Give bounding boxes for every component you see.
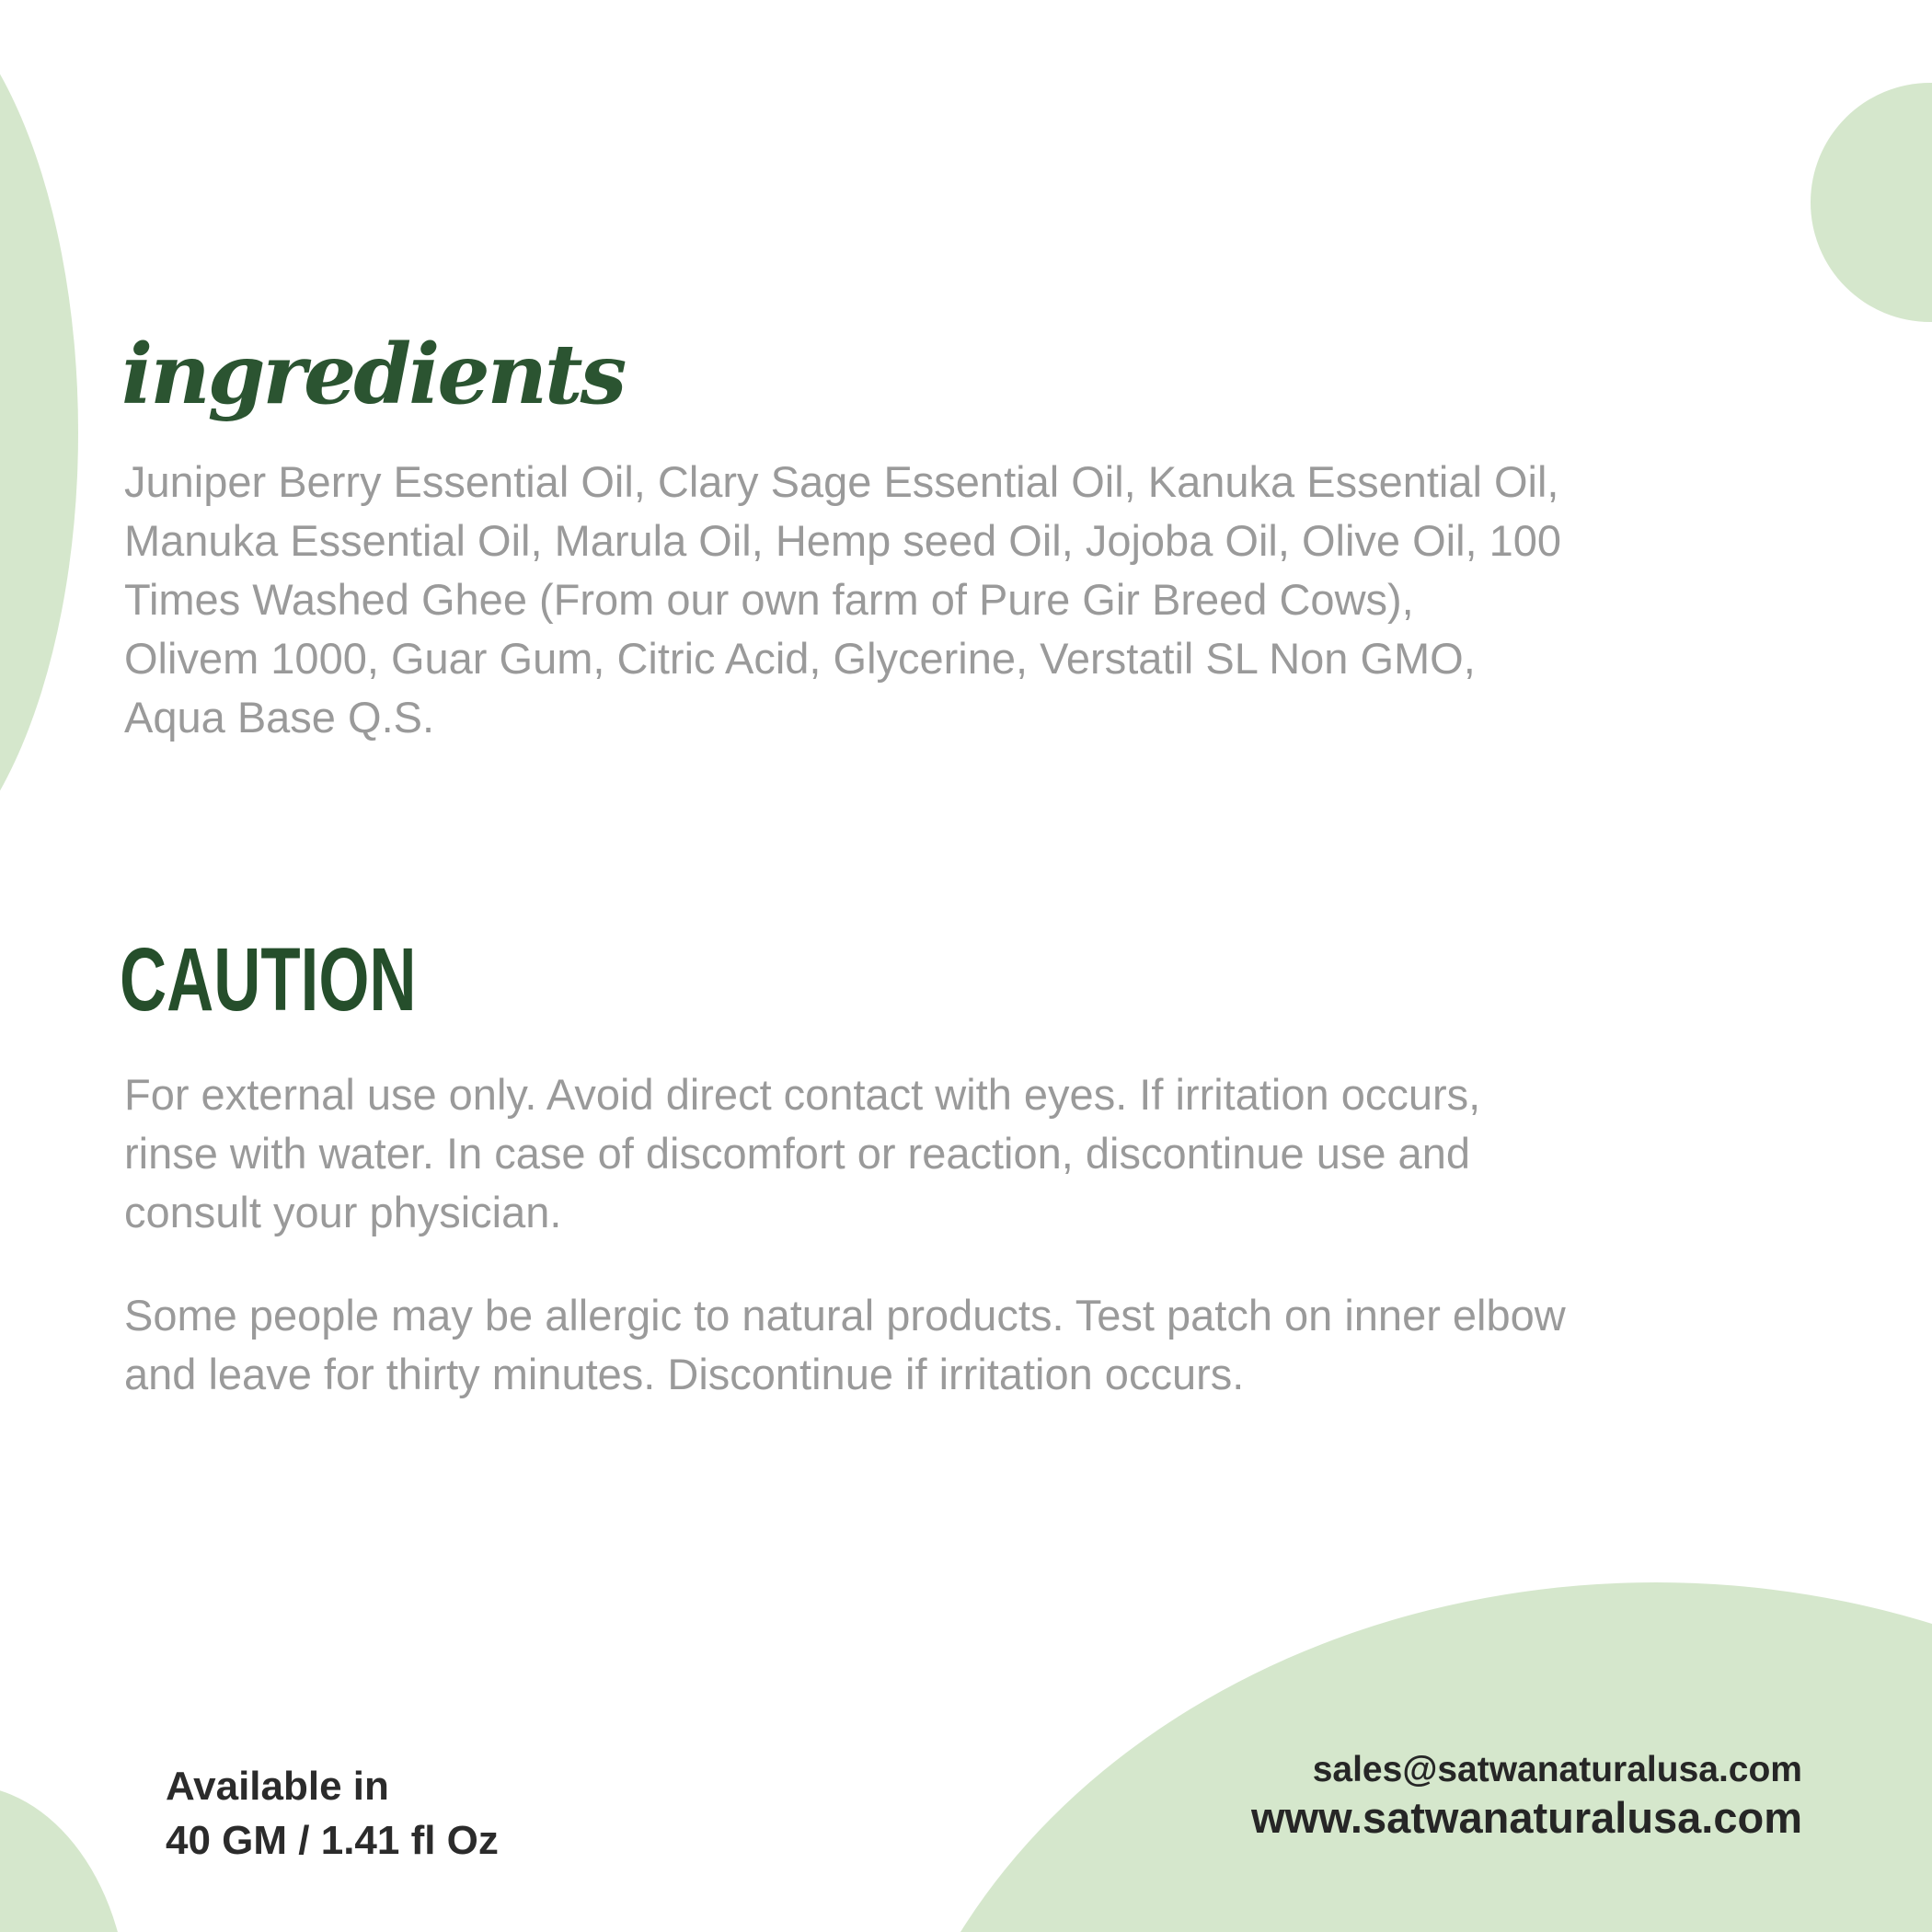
decorative-blob-bottom-left — [0, 1785, 129, 1932]
ingredients-heading: ingredients — [121, 326, 625, 423]
decorative-blob-top-left — [0, 0, 78, 898]
caution-paragraph-2: Some people may be allergic to natural products. Test patch on inner elbow and leave for thirty minutes. Discontinue if irritation occurs. — [124, 1291, 1566, 1398]
caution-paragraph-1: For external use only. Avoid direct contact with eyes. If irritation occurs, rinse with water. In case of discomfort or reaction, discontinue use and consult your physician. — [124, 1070, 1481, 1236]
availability-label: Available in — [166, 1764, 389, 1809]
availability-size: 40 GM / 1.41 fl Oz — [166, 1818, 499, 1863]
availability-info — [166, 1759, 499, 1868]
decorative-blob-top-right — [1811, 83, 1932, 322]
ingredients-list: Juniper Berry Essential Oil, Clary Sage Essential Oil, Kanuka Essential Oil, Manuka Essential Oil, Marula Oil, Hemp seed Oil, Jojoba Oil, Olive Oil, 100 Times Washed Ghee (From our own farm of Pure Gir Breed Cows), Olivem 1000, Guar Gum, Citric Acid, Glycerine, Verstatil SL Non GMO, Aqua Base Q.S. — [124, 457, 1562, 742]
contact-email: sales@satwanaturalusa.com — [1312, 1750, 1802, 1789]
contact-info — [1251, 1748, 1802, 1844]
caution-heading: CAUTION — [120, 929, 417, 1029]
contact-website: www.satwanaturalusa.com — [1251, 1793, 1802, 1842]
